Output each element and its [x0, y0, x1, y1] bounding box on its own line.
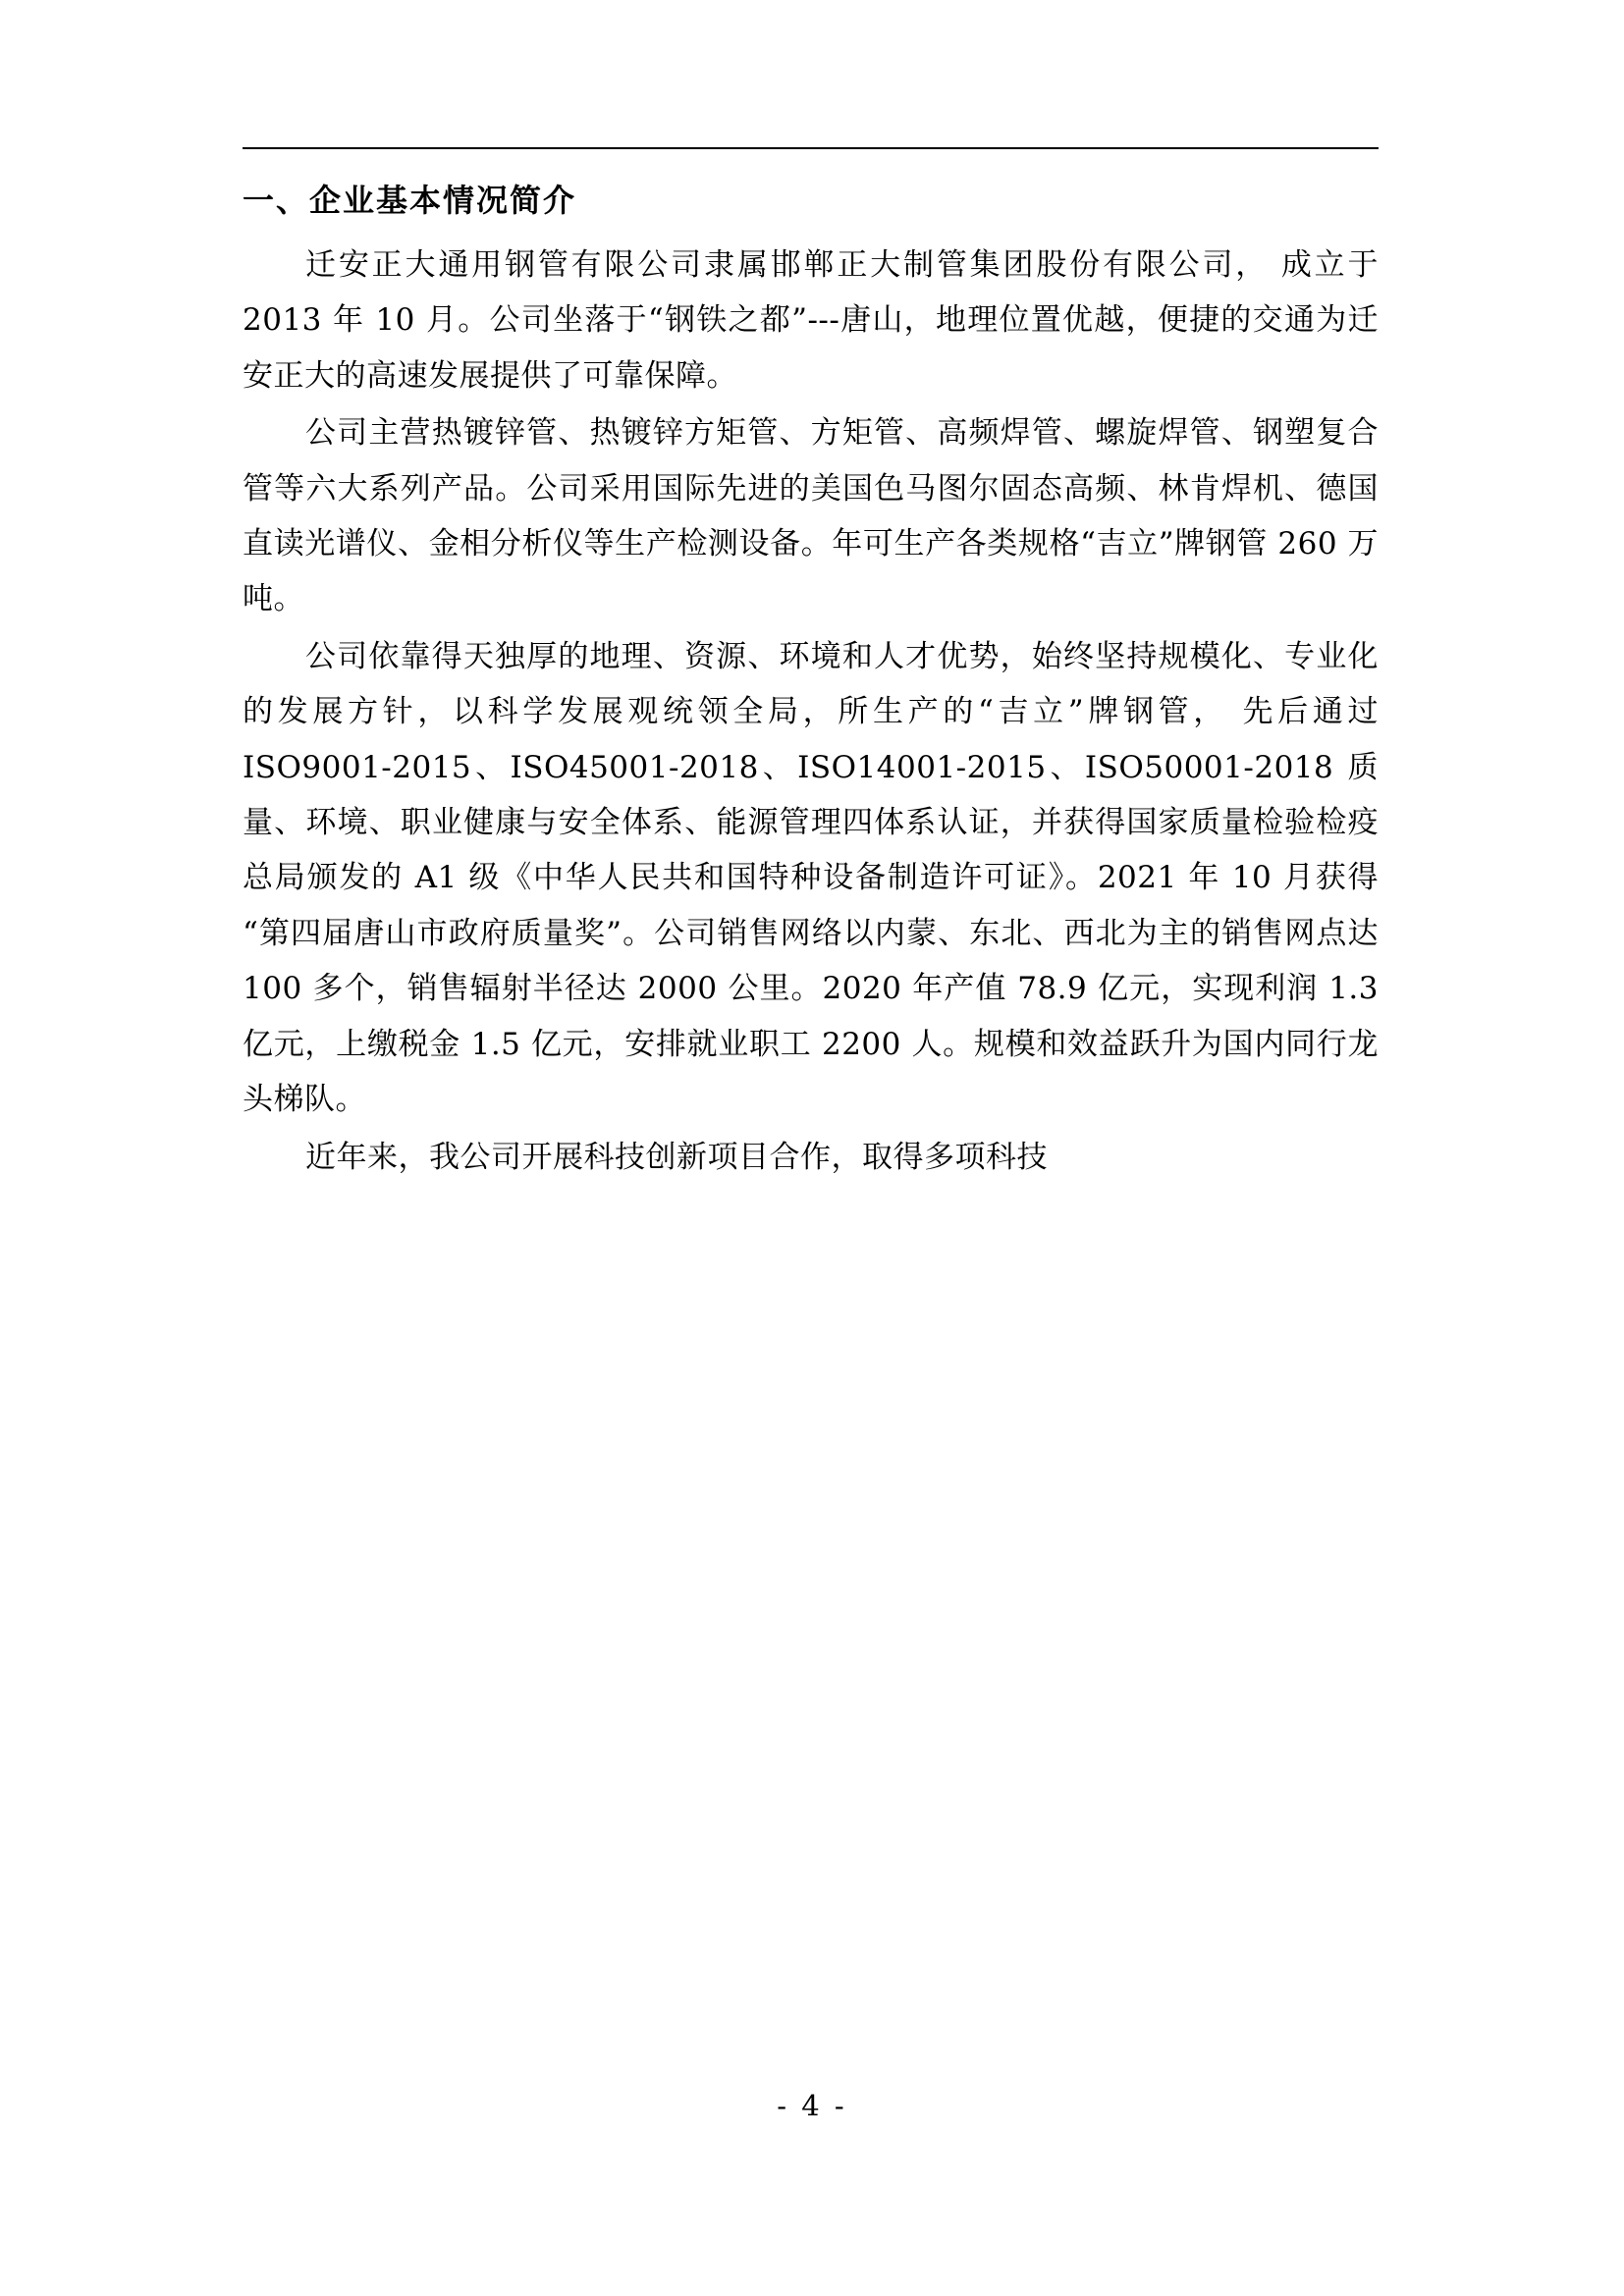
paragraph: 近年来，我公司开展科技创新项目合作，取得多项科技 — [305, 1139, 1048, 1175]
paragraph: 迁安正大通用钢管有限公司隶属邯郸正大制管集团股份有限公司， 成立于 2013 年 10 月。公司坐落于“钢铁之都”---唐山，地理位置优越，便捷的交通为迁安正大的高速发展提供了可靠保障。 — [243, 247, 1379, 394]
page-content — [243, 147, 1379, 1187]
paragraph: 公司依靠得天独厚的地理、资源、环境和人才优势，始终坚持规模化、专业化的发展方针，以科学发展观统领全局，所生产的“吉立”牌钢管， 先后通过 ISO9001-2015、ISO45001-2018、ISO14001-2015、ISO50001-2018 质量、环境、职业健康与安全体系、能源管理四体系认证，并获得国家质量检验检疫总局颁发的 A1 级《中华人民共和国特种设备制造许可证》。2021 年 10 月获得“第四届唐山市政府质量奖”。公司销售网络以内蒙、东北、西北为主的销售网点达 100 多个，销售辐射半径达 2000 公里。2020 年产值 78.9 亿元，实现利润 1.3 亿元，上缴税金 1.5 亿元，安排就业职工 2200 人。规模和效益跃升为国内同行龙头梯队。 — [243, 638, 1379, 1118]
header-divider — [243, 147, 1379, 149]
paragraph: 公司主营热镀锌管、热镀锌方矩管、方矩管、高频焊管、螺旋焊管、钢塑复合管等六大系列产品。公司采用国际先进的美国色马图尔固态高频、林肯焊机、德国直读光谱仪、金相分析仪等生产检测设备。年可生产各类规格“吉立”牌钢管 260 万吨。 — [243, 415, 1379, 617]
page-number: - 4 - — [777, 2089, 847, 2122]
section-heading: 一、企业基本情况简介 — [243, 182, 577, 219]
